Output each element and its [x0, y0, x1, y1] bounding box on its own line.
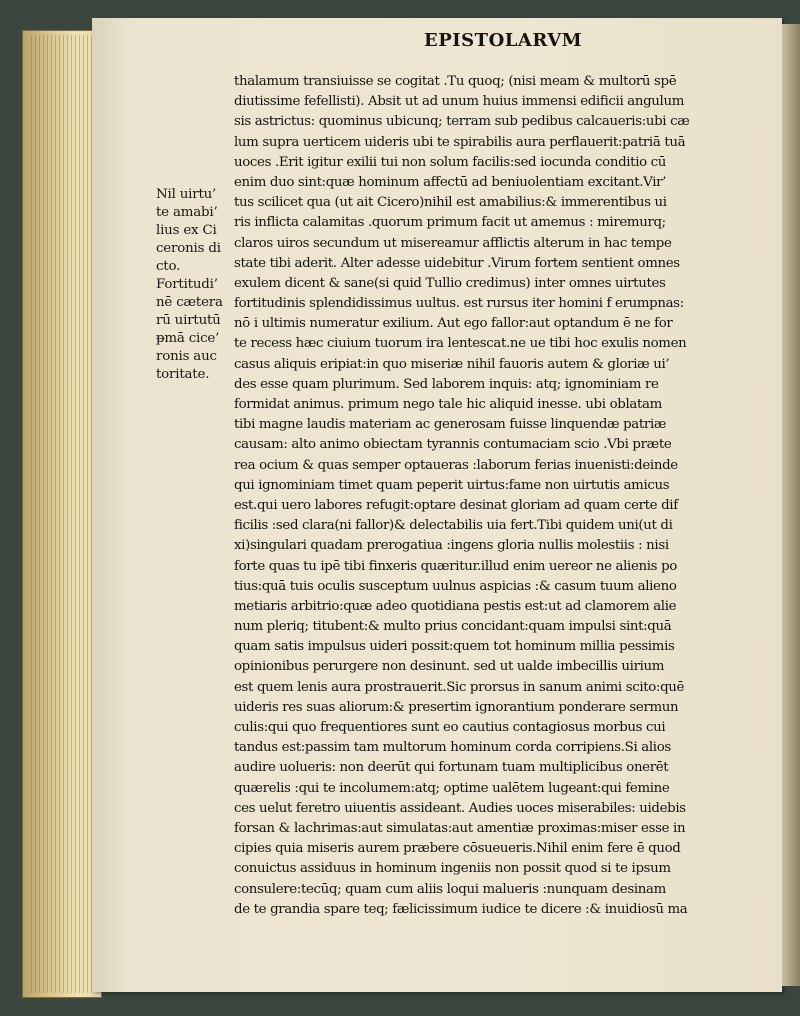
marginal-note-line: cto.: [156, 259, 181, 274]
marginal-note-line: Fortitudi’: [156, 277, 218, 292]
text-line: casus aliquis eripiat:in quo miseriæ nihil fauoris autem & gloriæ ui’: [234, 356, 670, 372]
text-line: sis astrictus: quominus ubicunq; terram sub pedibus calcaueris:ubi cæ: [234, 114, 690, 130]
text-line: num pleriq; titubent:& multo prius concidant:quam impulsi sint:quā: [234, 619, 672, 635]
text-line: quam satis impulsus uideri possit:quem tot hominum millia pessimis: [234, 639, 675, 655]
text-line: formidat animus. primum nego tale hic aliquid inesse. ubi oblatam: [234, 397, 662, 412]
text-line: opinionibus perurgere non desinunt. sed ut ualde imbecillis uirium: [234, 659, 665, 675]
text-line: lum supra uerticem uideris ubi te spirabilis aura perflauerit:patriā tuā: [234, 134, 686, 150]
marginal-note-line: rū uirtutū: [156, 313, 221, 328]
marginal-note-line: nē cætera: [156, 295, 223, 310]
text-line: claros uiros secundum ut misereamur afflictis alterum in hac tempe: [234, 235, 672, 251]
text-line: cipies quia miseris aurem præbere cōsueueris.Nihil enim fere ē quod: [234, 841, 681, 857]
text-line: forte quas tu ipē tibi finxeris quæritur.illud enim uereor ne alienis po: [234, 558, 677, 574]
marginal-note-line: Nil uirtu’: [156, 187, 217, 202]
text-line: ficilis :sed clara(ni fallor)& delectabilis uia fert.Tibi quidem uni(ut di: [234, 518, 673, 534]
text-line: causam: alto animo obiectam tyrannis contumaciam scio .Vbi præte: [234, 437, 672, 453]
text-line: consulere:tecūq; quam cum aliis loqui malueris :nunquam desinam: [234, 881, 666, 897]
text-line: state tibi aderit. Alter adesse uidebitur .Virum fortem sentient omnes: [234, 255, 680, 271]
running-head: EPISTOLARVM: [424, 30, 583, 51]
text-line: tandus est:passim tam multorum hominum corda corripiens.Si alios: [234, 740, 671, 756]
text-line: est.qui uero labores refugit:optare desinat gloriam ad quam certe dif: [234, 497, 678, 513]
text-line: quærelis :qui te incolumem:atq; optime ualētem lugeant:qui femine: [234, 780, 670, 796]
text-line: enim duo sint:quæ hominum affectū ad beniuolentiam excitant.Vir’: [234, 174, 667, 190]
marginal-note-line: ᵽmā cice’: [156, 331, 220, 346]
text-line: xi)singulari quadam prerogatiua :ingens gloria nullis molestiis : nisi: [234, 538, 669, 554]
text-line: exulem dicent & sane(si quid Tullio credimus) inter omnes uirtutes: [234, 275, 666, 291]
text-line: fortitudinis splendidissimus uultus. est rursus iter homini f erumpnas:: [234, 296, 684, 312]
text-line: tius:quā tuis oculis susceptum uulnus aspicias :& casum tuum alieno: [234, 578, 677, 594]
text-line: uoces .Erit igitur exilii tui non solum facilis:sed iocunda conditio cū: [234, 154, 667, 170]
text-line: tus scilicet qua (ut ait Cicero)nihil est amabilius:& immerentibus ui: [234, 195, 667, 211]
book-page-edges: [22, 30, 102, 998]
marginal-notes: [156, 186, 234, 384]
text-line: qui ignominiam timet quam peperit uirtus:fame non uirtutis amicus: [234, 477, 670, 493]
text-line: diutissime fefellisti). Absit ut ad unum huius immensi edificii angulum: [234, 94, 685, 110]
text-line: ris inflicta calamitas .quorum primum facit ut amemus : miremurq;: [234, 215, 666, 231]
main-text-block: [234, 72, 744, 920]
text-line: thalamum transiuisse se cogitat .Tu quoq; (nisi meam & multorū spē: [234, 74, 677, 89]
marginal-note-line: ronis auc: [156, 349, 217, 364]
text-line: rea ocium & quas semper optaueras :laborum ferias inuenisti:deinde: [234, 457, 678, 473]
text-line: ces uelut feretro uiuentis assideant. Audies uoces miserabiles: uidebis: [234, 800, 686, 816]
text-line: forsan & lachrimas:aut simulatas:aut amentiæ proximas:miser esse in: [234, 820, 686, 836]
text-line: te recess hæc ciuium tuorum ira lentescat.ne ue tibi hoc exulis nomen: [234, 336, 687, 352]
text-line: conuictus assiduus in hominum ingeniis non possit quod si te ipsum: [234, 861, 671, 877]
text-line: metiaris arbitrio:quæ adeo quotidiana pestis est:ut ad clamorem alie: [234, 598, 677, 614]
text-line: est quem lenis aura prostrauerit.Sic prorsus in sanum animi scito:quē: [234, 679, 685, 695]
book-right-edge: [782, 24, 800, 986]
text-line: audire uolueris: non deerūt qui fortunam tuam multiplicibus onerēt: [234, 760, 669, 776]
marginal-note-line: te amabi’: [156, 205, 218, 220]
text-line: des esse quam plurimum. Sed laborem inquis: atq; ignominiam re: [234, 376, 659, 392]
text-line: uideris res suas aliorum:& presertim ignorantium ponderare sermun: [234, 699, 679, 715]
marginal-note-line: toritate.: [156, 367, 210, 382]
text-line: culis:qui quo frequentiores sunt eo cautius contagiosus morbus cui: [234, 720, 666, 735]
text-line: tibi magne laudis materiam ac generosam fuisse linquendæ patriæ: [234, 417, 667, 433]
text-line: de te grandia spare teq; fælicissimum iudice te dicere :& inuidiosū ma: [234, 901, 688, 917]
marginal-note-line: lius ex Ci: [156, 223, 217, 238]
marginal-note-line: ceronis di: [156, 241, 221, 256]
text-line: nō i ultimis numeratur exilium. Aut ego fallor:aut optandum ē ne for: [234, 316, 673, 332]
